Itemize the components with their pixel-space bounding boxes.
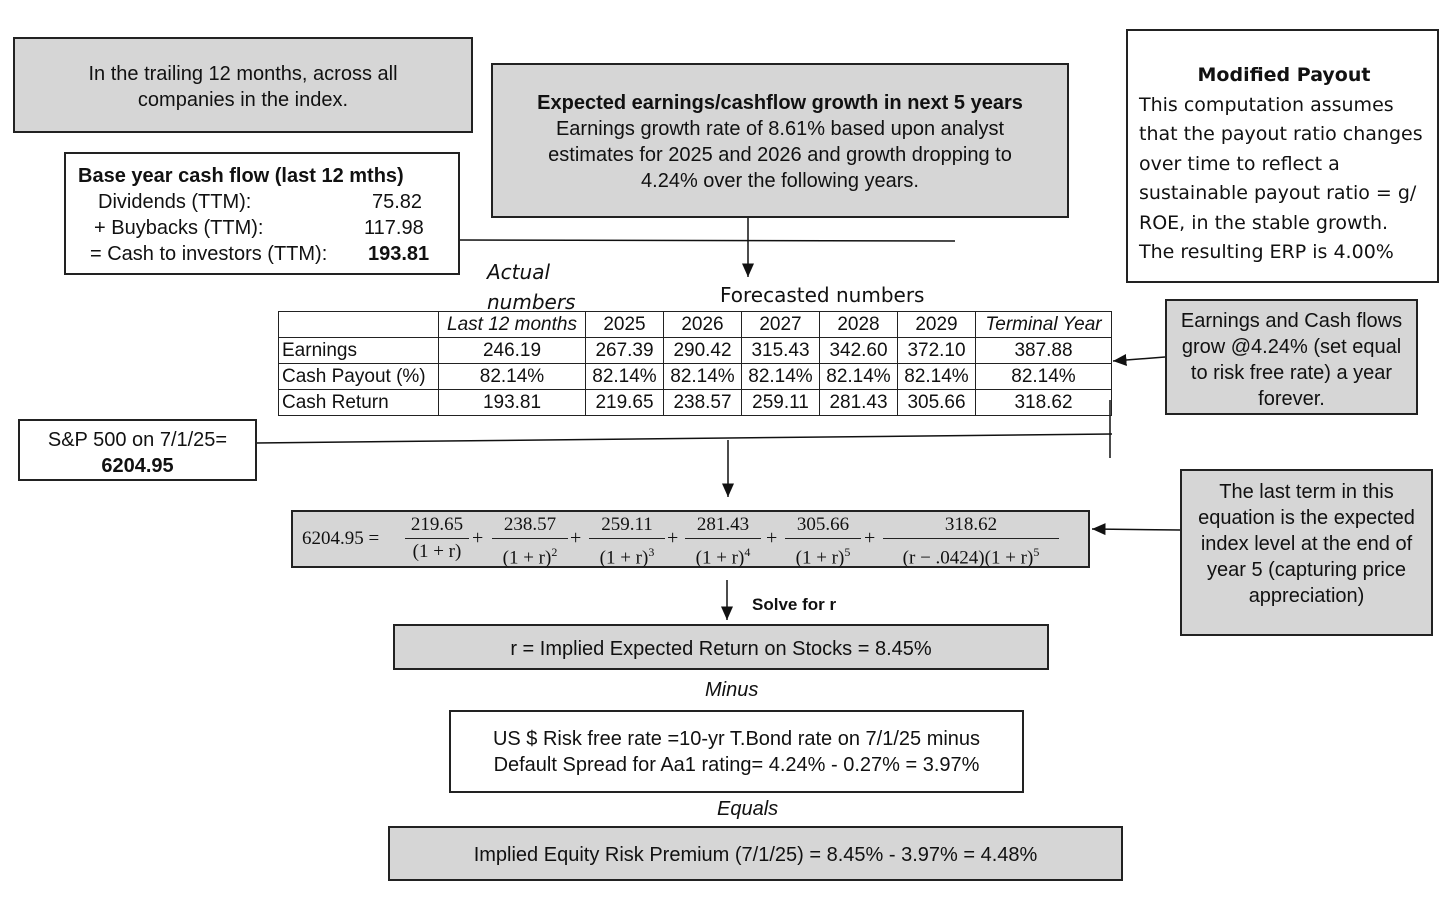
term-numerator: 281.43 <box>685 514 761 539</box>
equation-term <box>685 514 761 569</box>
base-row-label: Dividends (TTM): <box>98 191 252 213</box>
term-numerator: 305.66 <box>785 514 861 539</box>
sp500-label: S&P 500 on 7/1/25= <box>47 429 228 451</box>
table-header-cell: 2026 <box>664 312 742 338</box>
base-row-label: = Cash to investors (TTM): <box>90 243 328 265</box>
term-exponent: 5 <box>844 545 851 559</box>
table-cell: 82.14% <box>742 364 820 390</box>
table-row-label: Earnings <box>279 338 439 364</box>
table-header-row <box>279 312 1112 338</box>
term-exponent: 5 <box>1033 545 1040 559</box>
table-cell: 318.62 <box>976 390 1112 416</box>
plus-sign: + <box>864 527 876 549</box>
term-numerator: 318.62 <box>883 514 1059 539</box>
last-term-text: The last term in this equation is the expected index level at the end of year 5 (capturing price appreciation) <box>1198 481 1415 607</box>
last-term-box <box>1180 469 1433 636</box>
term-numerator: 219.65 <box>405 514 469 539</box>
plus-sign: + <box>766 527 778 549</box>
equals-label: Equals <box>717 798 779 820</box>
term-denominator-base: (1 + r) <box>412 541 462 562</box>
table-row-label: Cash Return <box>279 390 439 416</box>
plus-sign: + <box>570 527 582 549</box>
sp500-value: 6204.95 <box>101 455 174 477</box>
equation-term <box>589 514 665 569</box>
table-cell: 82.14% <box>439 364 586 390</box>
term-exponent: 2 <box>551 545 558 559</box>
payout-title: Modified Payout <box>1197 64 1371 86</box>
table-row <box>279 364 1112 390</box>
term-numerator: 238.57 <box>492 514 568 539</box>
erp-box <box>388 826 1123 881</box>
plus-sign: + <box>472 527 484 549</box>
table-cell: 305.66 <box>898 390 976 416</box>
term-numerator: 259.11 <box>589 514 665 539</box>
growth-forever-text: Earnings and Cash flows grow @4.24% (set equal to risk free rate) a year forever. <box>1180 310 1403 410</box>
growth-title: Expected earnings/cashflow growth in next 5 years <box>537 92 1023 114</box>
term-denominator-base: (1 + r) <box>599 547 649 569</box>
sp-connector <box>256 434 1112 443</box>
term-denominator-base: (1 + r) <box>695 547 745 569</box>
last-term-arrow <box>1092 529 1180 530</box>
term-exponent: 3 <box>648 545 655 559</box>
base-row <box>78 189 448 215</box>
minus-label: Minus <box>705 679 759 701</box>
forecast-table <box>278 311 1112 416</box>
term-denominator <box>405 539 469 563</box>
term-denominator-base: (r − .0424)(1 + r) <box>902 547 1034 569</box>
term-denominator <box>785 539 861 569</box>
equation-lhs: 6204.95 = <box>302 528 380 549</box>
sp500-box <box>18 419 257 481</box>
modified-payout-box <box>1126 29 1439 283</box>
equation-term <box>883 514 1059 569</box>
base-row <box>78 241 448 267</box>
growth-line-1: Earnings growth rate of 8.61% based upon analyst <box>555 118 1005 140</box>
payout-line: This computation assumes <box>1139 93 1394 116</box>
table-row <box>279 338 1112 364</box>
base-box-connector <box>459 240 955 241</box>
erp-text: Implied Equity Risk Premium (7/1/25) = 8.45% - 3.97% = 4.48% <box>473 844 1038 866</box>
base-cashflow-box <box>64 152 460 275</box>
base-title: Base year cash flow (last 12 mths) <box>78 165 404 187</box>
equation-term <box>405 514 469 563</box>
term-denominator-base: (1 + r) <box>502 547 552 569</box>
numbers-label: numbers <box>487 290 576 314</box>
base-row-label: + Buybacks (TTM): <box>94 217 264 239</box>
base-row <box>78 215 448 241</box>
payout-line: that the payout ratio changes <box>1139 123 1423 145</box>
table-header-cell: 2027 <box>742 312 820 338</box>
forecasted-label: Forecasted numbers <box>720 283 925 307</box>
table-cell: 342.60 <box>820 338 898 364</box>
trailing-note-box <box>13 37 473 133</box>
grow-box-arrow <box>1113 357 1165 361</box>
riskfree-line-2: Default Spread for Aa1 rating= 4.24% - 0.27% = 3.97% <box>493 754 980 776</box>
equation-term <box>785 514 861 569</box>
table-cell: 267.39 <box>586 338 664 364</box>
table-cell: 281.43 <box>820 390 898 416</box>
table-header-cell: 2025 <box>586 312 664 338</box>
table-cell: 290.42 <box>664 338 742 364</box>
table-cell: 219.65 <box>586 390 664 416</box>
implied-return-box <box>393 624 1049 670</box>
term-denominator <box>589 539 665 569</box>
table-cell: 315.43 <box>742 338 820 364</box>
plus-sign: + <box>667 527 679 549</box>
table-cell: 259.11 <box>742 390 820 416</box>
payout-line: sustainable payout ratio = g/ <box>1139 182 1417 204</box>
table-cell: 82.14% <box>976 364 1112 390</box>
term-denominator <box>883 539 1059 569</box>
table-row <box>279 390 1112 416</box>
base-row-value: 75.82 <box>372 191 423 213</box>
solve-for-r-label: Solve for r <box>752 595 837 614</box>
actual-numbers-label <box>487 257 575 317</box>
valuation-equation-box <box>291 510 1090 568</box>
growth-box <box>491 63 1069 218</box>
base-row-value: 117.98 <box>364 217 424 239</box>
growth-line-3: 4.24% over the following years. <box>641 170 919 192</box>
equation-term <box>492 514 568 569</box>
riskfree-box <box>449 710 1024 793</box>
table-cell: 82.14% <box>586 364 664 390</box>
term-denominator <box>685 539 761 569</box>
table-cell: 246.19 <box>439 338 586 364</box>
table-header-cell <box>279 312 439 338</box>
table-cell: 82.14% <box>820 364 898 390</box>
table-cell: 193.81 <box>439 390 586 416</box>
table-header-cell: 2028 <box>820 312 898 338</box>
table-row-label: Cash Payout (%) <box>279 364 439 390</box>
table-header-cell: Terminal Year <box>976 312 1112 338</box>
term-denominator-base: (1 + r) <box>795 547 845 569</box>
payout-line: ROE, in the stable growth. <box>1139 211 1389 234</box>
table-header-cell: Last 12 months <box>439 312 586 338</box>
payout-line: The resulting ERP is 4.00% <box>1139 241 1394 263</box>
trailing-note-text: In the trailing 12 months, across all companies in the index. <box>88 63 398 111</box>
table-cell: 387.88 <box>976 338 1112 364</box>
implied-return-text: r = Implied Expected Return on Stocks = 8.45% <box>510 638 932 660</box>
table-cell: 82.14% <box>664 364 742 390</box>
table-cell: 372.10 <box>898 338 976 364</box>
riskfree-line-1: US $ Risk free rate =10-yr T.Bond rate on 7/1/25 minus <box>492 728 981 750</box>
growth-line-2: estimates for 2025 and 2026 and growth dropping to <box>548 144 1012 166</box>
table-cell: 82.14% <box>898 364 976 390</box>
base-row-value: 193.81 <box>368 243 430 265</box>
actual-label: Actual <box>487 260 551 284</box>
growth-forever-box <box>1165 299 1418 415</box>
term-denominator <box>492 539 568 569</box>
table-header-cell: 2029 <box>898 312 976 338</box>
term-exponent: 4 <box>744 545 751 559</box>
payout-line: over time to reflect a <box>1139 152 1340 175</box>
table-cell: 238.57 <box>664 390 742 416</box>
